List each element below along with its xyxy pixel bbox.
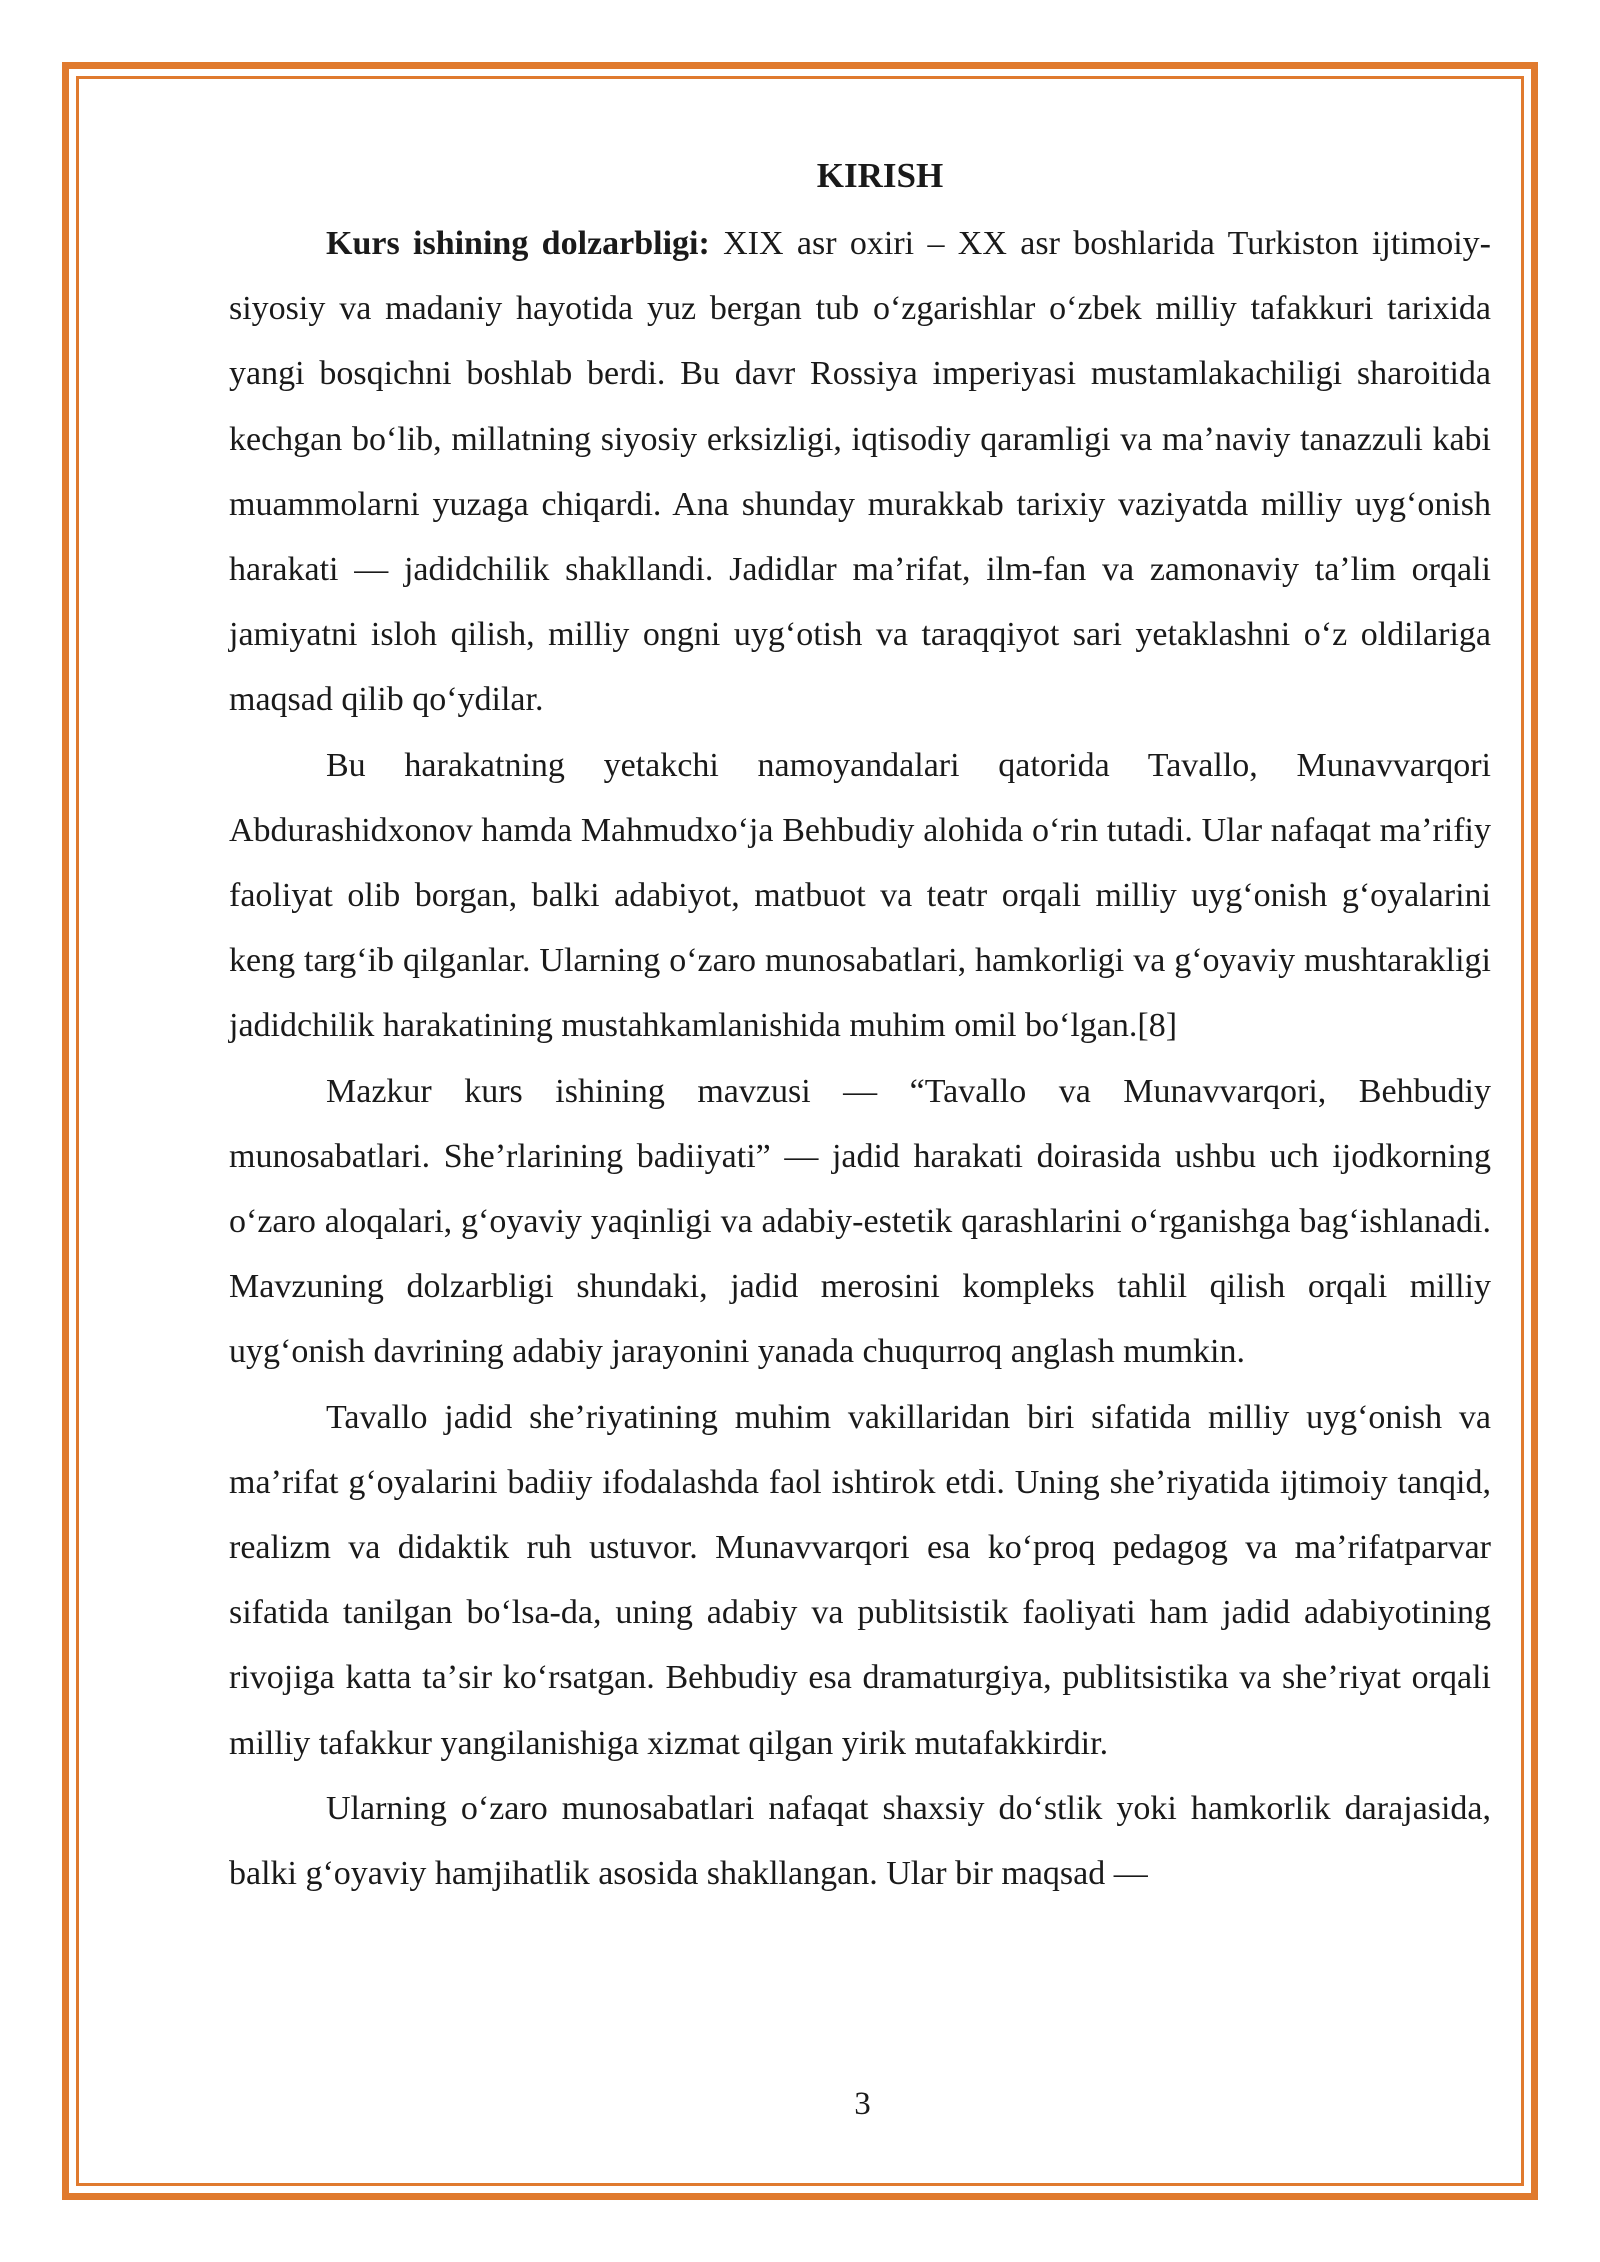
paragraph-topic: Mazkur kurs ishining mavzusi — “Tavallo va Munavvarqori, Behbudiy munosabatlari. Sheʼrlarining badiiyati” — jadid harakati doirasida ushbu uch ijodkorning oʻzaro aloqalari, gʻoyaviy yaqinligi va adabiy-estetik qarashlarini oʻrganishga bagʻishlanadi. Mavzuning dolzarbligi shundaki, jadid merosini kompleks tahlil qilish orqali milliy uygʻonish davrining adabiy jarayonini yanada chuqurroq anglash mumkin. (229, 1072, 1491, 1371)
paragraph-leaders: Bu harakatning yetakchi namoyandalari qatorida Tavallo, Munavvarqori Abdurashidxonov hamda Mahmudxoʻja Behbudiy alohida oʻrin tutadi. Ular nafaqat maʼrifiy faoliyat olib borgan, balki adabiyot, matbuot va teatr orqali milliy uygʻonish gʻoyalarini keng targʻib qilganlar. Ularning oʻzaro munosabatlari, hamkorligi va gʻoyaviy mushtarakligi jadidchilik harakatining mustahkamlanishida muhim omil boʻlgan.[8] (229, 746, 1491, 1045)
relevance-text: XIX asr oxiri – XX asr boshlarida Turkiston ijtimoiy-siyosiy va madaniy hayotida yuz bergan tub oʻzgarishlar oʻzbek milliy tafakkuri tarixida yangi bosqichni boshlab berdi. Bu davr Rossiya imperiyasi mustamlakachiligi sharoitida kechgan boʻlib, millatning siyosiy erksizligi, iqtisodiy qaramligi va maʼnaviy tanazzuli kabi muammolarni yuzaga chiqardi. Ana shunday murakkab tarixiy vaziyatda milliy uygʻonish harakati — jadidchilik shakllandi. Jadidlar maʼrifat, ilm-fan va zamonaviy taʼlim orqali jamiyatni isloh qilish, milliy ongni uygʻotish va taraqqiyot sari yetaklashni oʻz oldilariga maqsad qilib qoʻydilar. (229, 225, 1491, 719)
paragraph-tavallo: Tavallo jadid sheʼriyatining muhim vakillaridan biri sifatida milliy uygʻonish va maʼrifat gʻoyalarini badiiy ifodalashda faol ishtirok etdi. Uning sheʼriyatida ijtimoiy tanqid, realizm va didaktik ruh ustuvor. Munavvarqori esa koʻproq pedagog va maʼrifatparvar sifatida tanilgan boʻlsa-da, uning adabiy va publitsistik faoliyati ham jadid adabiyotining rivojiga katta taʼsir koʻrsatgan. Behbudiy esa dramaturgiya, publitsistika va sheʼriyat orqali milliy tafakkur yangilanishiga xizmat qilgan yirik mutafakkirdir. (229, 1398, 1491, 1762)
section-heading: KIRISH (816, 156, 944, 195)
document-body (229, 146, 1491, 1906)
relevance-label: Kurs ishining dolzarbligi: (326, 225, 710, 262)
paragraph-relations: Ularning oʻzaro munosabatlari nafaqat shaxsiy doʻstlik yoki hamkorlik darajasida, balki gʻoyaviy hamjihatlik asosida shakllangan. Ular bir maqsad — (229, 1789, 1491, 1893)
page-number: 3 (854, 2086, 871, 2122)
paragraph-relevance (229, 211, 1491, 733)
